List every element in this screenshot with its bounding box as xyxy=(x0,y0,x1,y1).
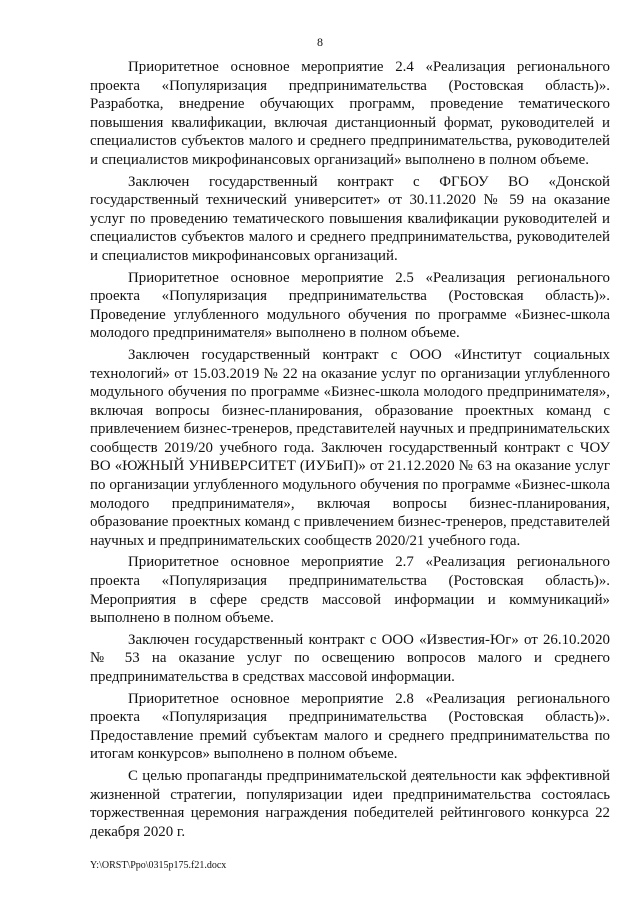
paragraph-event-2-8: Приоритетное основное мероприятие 2.8 «Реализация регионального проекта «Популяризация предпринимательства (Ростовская область)». Предоставление премий субъектам малого и среднего предпринимательства по итогам конкурсов» выполнено в полном объеме. xyxy=(90,690,610,763)
page-number: 8 xyxy=(317,35,323,49)
paragraph-contract-dstu: Заключен государственный контракт с ФГБОУ ВО «Донской государственный технический университет» от 30.11.2020 № 59 на оказание услуг по проведению тематического повышения квалификации руководителей и специалистов субъектов малого и среднего предпринимательства, руководителей и специалистов микрофинансовых организаций. xyxy=(90,173,610,264)
paragraph-contract-business-school: Заключен государственный контракт с ООО «Институт социальных технологий» от 15.03.2019 № 22 на оказание услуг по организации углубленного модульного обучения по программе «Бизнес-школа молодого предпринимателя», включая вопросы бизнес-планирования, образование проектных команд с привлечением бизнес-тренеров, представителей научных и предпринимательских сообществ 2019/20 учебного года. Заключен государственный контракт с ЧОУ ВО «ЮЖНЫЙ УНИВЕРСИТЕТ (ИУБиП)» от 21.12.2020 № 63 на оказание услуг по организации углубленного модульного обучения по программе «Бизнес-школа молодого предпринимателя», включая вопросы бизнес-планирования, образование проектных команд с привлечением бизнес-тренеров, представителей научных и предпринимательских сообществ 2020/21 учебного года. xyxy=(90,346,610,549)
paragraph-event-2-7: Приоритетное основное мероприятие 2.7 «Реализация регионального проекта «Популяризация предпринимательства (Ростовская область)». Мероприятия в сфере средств массовой информации и коммуникаций» выполнено в полном объеме. xyxy=(90,554,610,627)
paragraph-contract-izvestia: Заключен государственный контракт с ООО «Известия-Юг» от 26.10.2020 № 53 на оказание услуг по освещению вопросов малого и среднего предпринимательства в средствах массовой информации. xyxy=(90,631,610,685)
paragraph-event-2-4: Приоритетное основное мероприятие 2.4 «Реализация регионального проекта «Популяризация предпринимательства (Ростовская область)». Разработка, внедрение обучающих программ, проведение тематического повышения квалификации, включая дистанционный формат, руководителей и специалистов субъектов малого и среднего предпринимательства, руководителей и специалистов микрофинансовых организаций» выполнено в полном объеме. xyxy=(90,59,610,168)
paragraph-award-ceremony: С целью пропаганды предпринимательской деятельности как эффективной жизненной стратегии, популяризации идеи предпринимательства состоялась торжественная церемония награждения победителей рейтингового конкурса 22 декабря 2020 г. xyxy=(90,767,610,840)
document-body xyxy=(90,58,610,844)
paragraph-event-2-5: Приоритетное основное мероприятие 2.5 «Реализация регионального проекта «Популяризация предпринимательства (Ростовская область)». Проведение углубленного модульного обучения по программе «Бизнес-школа молодого предпринимателя» выполнено в полном объеме. xyxy=(90,269,610,342)
footer-file-path: Y:\ORST\Ppo\0315p175.f21.docx xyxy=(90,860,227,871)
